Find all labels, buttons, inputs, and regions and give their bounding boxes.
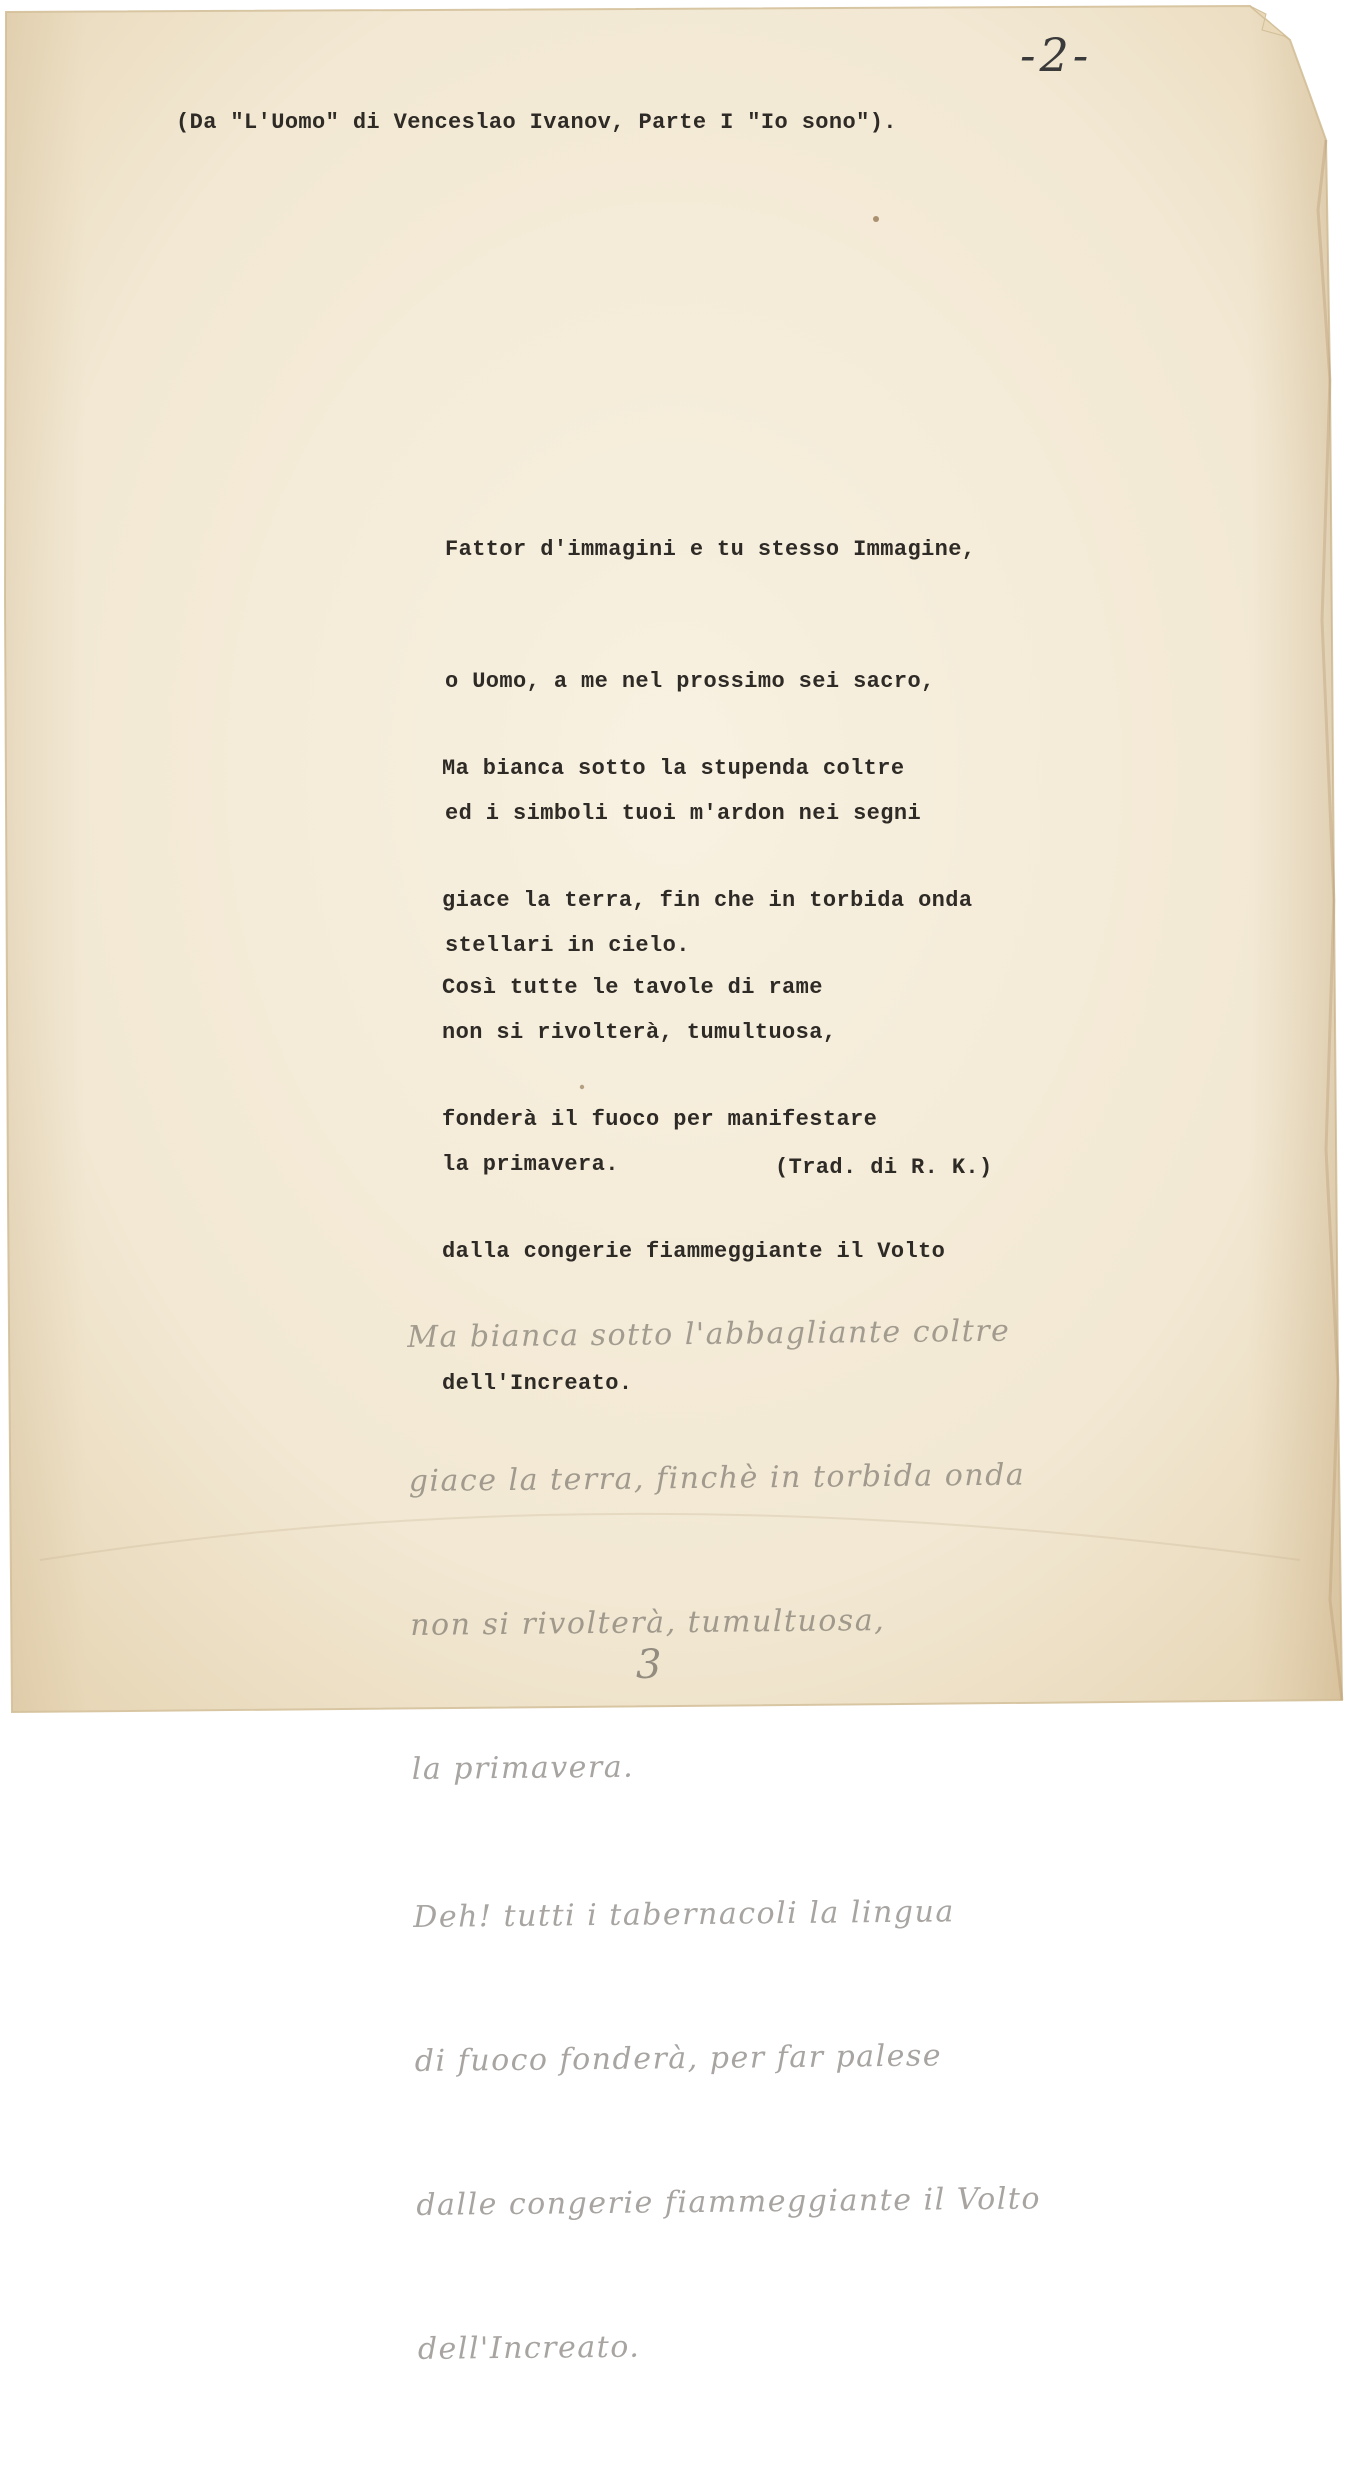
handwritten-line: non si rivolterà, tumultuosa, (410, 1603, 886, 1643)
poem-line: dell'Increato. (442, 1371, 633, 1396)
handwritten-line: giace la terra, finchè in torbida onda (408, 1457, 1026, 1499)
translator-credit: (Trad. di R. K.) (775, 1155, 993, 1180)
handwritten-line: Ma bianca sotto l'abbagliante coltre (407, 1313, 1011, 1355)
handwritten-line: di fuoco fonderà, per far palese (414, 2038, 943, 2079)
poem-line: giace la terra, fin che in torbida onda (442, 888, 973, 913)
handwritten-line: dell'Increato. (417, 2329, 641, 2367)
document-header: (Da "L'Uomo" di Venceslao Ivanov, Parte I "Io sono"). (176, 110, 897, 135)
poem-line: ed i simboli tuoi m'ardon nei segni (445, 801, 922, 826)
poem-line: dalla congerie fiammeggiante il Volto (442, 1239, 946, 1264)
poem-line: Così tutte le tavole di rame (442, 975, 823, 1000)
poem-line: la primavera. (442, 1152, 619, 1177)
handwritten-line: Deh! tutti i tabernacoli la lingua (413, 1894, 955, 1935)
poem-line: stellari in cielo. (445, 933, 690, 958)
poem-line: Ma bianca sotto la stupenda coltre (442, 756, 905, 781)
poem-line: Fattor d'immagini e tu stesso Immagine, (445, 537, 976, 562)
poem-line: fonderà il fuoco per manifestare (442, 1107, 878, 1132)
handwritten-line: la primavera. (411, 1749, 635, 1787)
sheet-number: 3 (636, 1642, 662, 1688)
poem-line: o Uomo, a me nel prossimo sei sacro, (445, 669, 935, 694)
poem-line: non si rivolterà, tumultuosa, (442, 1020, 837, 1045)
handwritten-line: dalle congerie fiammeggiante il Volto (416, 2181, 1042, 2223)
page-number: -2- (1020, 28, 1093, 82)
handwritten-note (406, 1211, 1044, 2469)
